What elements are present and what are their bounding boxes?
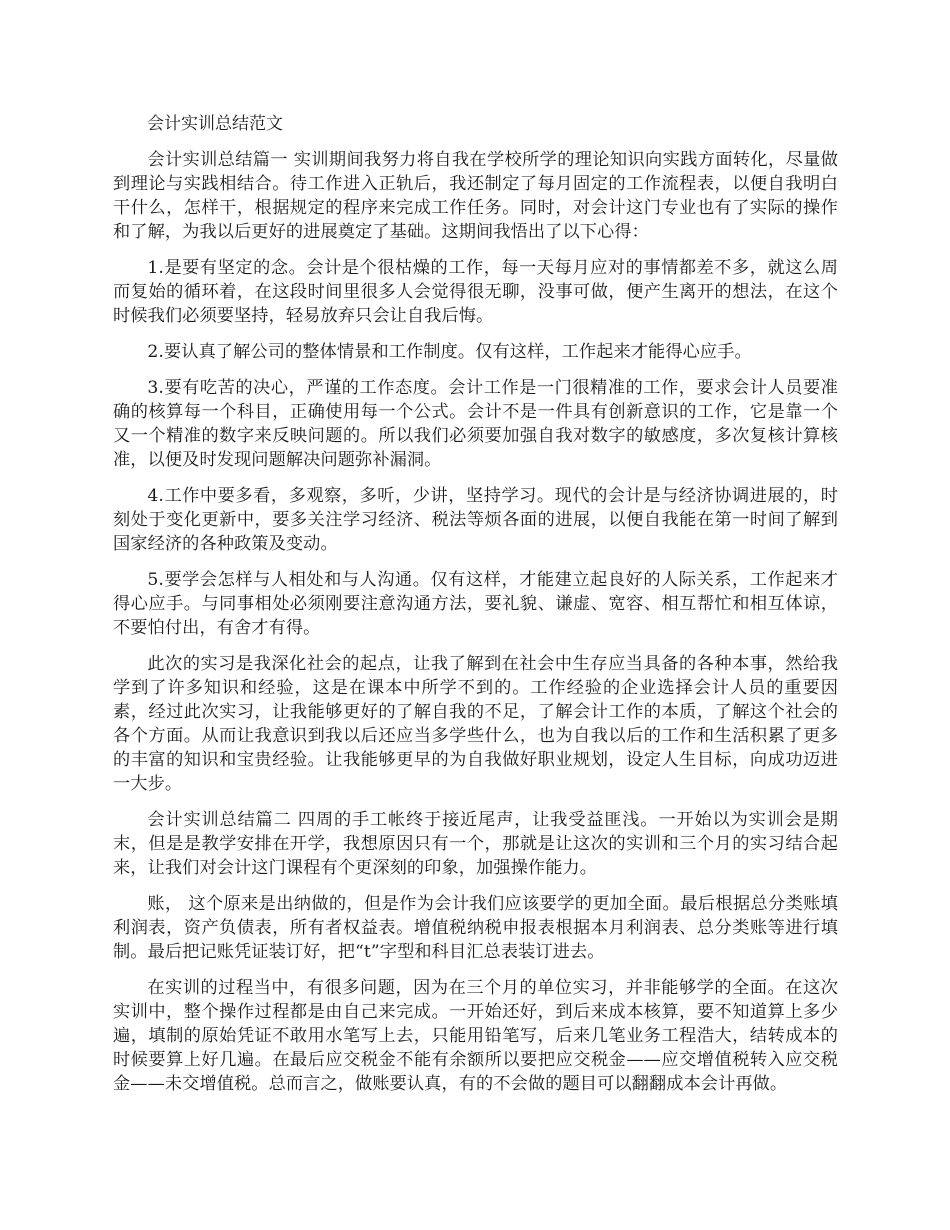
document-title: 会计实训总结范文 xyxy=(147,114,283,134)
paragraph-point-2: 2.要认真了解公司的整体情景和工作制度。仅有这样，工作起来才能得心应手。 xyxy=(147,342,752,362)
paragraph-intro-part-two: 会计实训总结篇二 四周的手工帐终于接近尾声，让我受益匪浅。一开始以为实训会是期末，但是是教学安排在开学，我想原因只有一个，那就是让这次的实训和三个月的实习结合起来，让我们对会计这门课程有个更深刻的印象，加强操作能力。 xyxy=(113,810,838,878)
paragraph-point-5: 5.要学会怎样与人相处和与人沟通。仅有这样，才能建立起良好的人际关系，工作起来才得心应手。与同事相处必须刚要注意沟通方法，要礼貌、谦虚、宽容、相互帮忙和相互体谅，不要怕付出，有舍才有得。 xyxy=(113,570,838,638)
paragraph-point-1: 1.是要有坚定的念。会计是个很枯燥的工作，每一天每月应对的事情都差不多，就这么周而复始的循环着，在这段时间里很多人会觉得很无聊，没事可做，便产生离开的想法，在这个时候我们必须要坚持，轻易放弃只会让自我后悔。 xyxy=(113,258,838,326)
paragraph-internship-reflection: 此次的实习是我深化社会的起点，让我了解到在社会中生存应当具备的各种本事，然给我学到了许多知识和经验，这是在课本中所学不到的。工作经验的企业选择会计人员的重要因素，经过此次实习，让我能够更好的了解自我的不足，了解会计工作的本质，了解这个社会的各个方面。从而让我意识到我以后还应当多学些什么，也为自我以后的工作和生活积累了更多的丰富的知识和宝贵经验。让我能够更早的为自我做好职业规划，设定人生目标，向成功迈进一大步。 xyxy=(113,654,838,794)
paragraph-training-process: 在实训的过程当中，有很多问题，因为在三个月的单位实习，并非能够学的全面。在这次实训中，整个操作过程都是由自己来完成。一开始还好，到后来成本核算，要不知道算上多少遍，填制的原始凭证不敢用水笔写上去，只能用铅笔写，后来几笔业务工程浩大，结转成本的时候要算上好几遍。在最后应交税金不能有余额所以要把应交税金——应交增值税转入应交税金——未交增值税。总而言之，做账要认真，有的不会做的题目可以翻翻成本会计再做。 xyxy=(113,978,838,1094)
document-page xyxy=(113,112,838,1108)
paragraph-point-4: 4.工作中要多看，多观察，多听，少讲，坚持学习。现代的会计是与经济协调进展的，时刻处于变化更新中，要多关注学习经济、税法等烦各面的进展，以便自我能在第一时间了解到国家经济的各种政策及变动。 xyxy=(113,486,838,554)
paragraph-bookkeeping: 账， 这个原来是出纳做的，但是作为会计我们应该要学的更加全面。最后根据总分类账填利润表，资产负债表，所有者权益表。增值税纳税申报表根据本月利润表、总分类账等进行填制。最后把记账凭证装订好，把“t”字型和科目汇总表装订进去。 xyxy=(113,894,838,962)
paragraph-intro-part-one: 会计实训总结篇一 实训期间我努力将自我在学校所学的理论知识向实践方面转化，尽量做到理论与实践相结合。待工作进入正轨后，我还制定了每月固定的工作流程表，以便自我明白干什么，怎样干，根据规定的程序来完成工作任务。同时，对会计这门专业也有了实际的操作和了解，为我以后更好的进展奠定了基础。这期间我悟出了以下心得： xyxy=(113,150,838,242)
paragraph-point-3: 3.要有吃苦的决心，严谨的工作态度。会计工作是一门很精准的工作，要求会计人员要准确的核算每一个科目，正确使用每一个公式。会计不是一件具有创新意识的工作，它是靠一个又一个精准的数字来反映问题的。所以我们必须要加强自我对数字的敏感度，多次复核计算核准，以便及时发现问题解决问题弥补漏洞。 xyxy=(113,378,838,470)
